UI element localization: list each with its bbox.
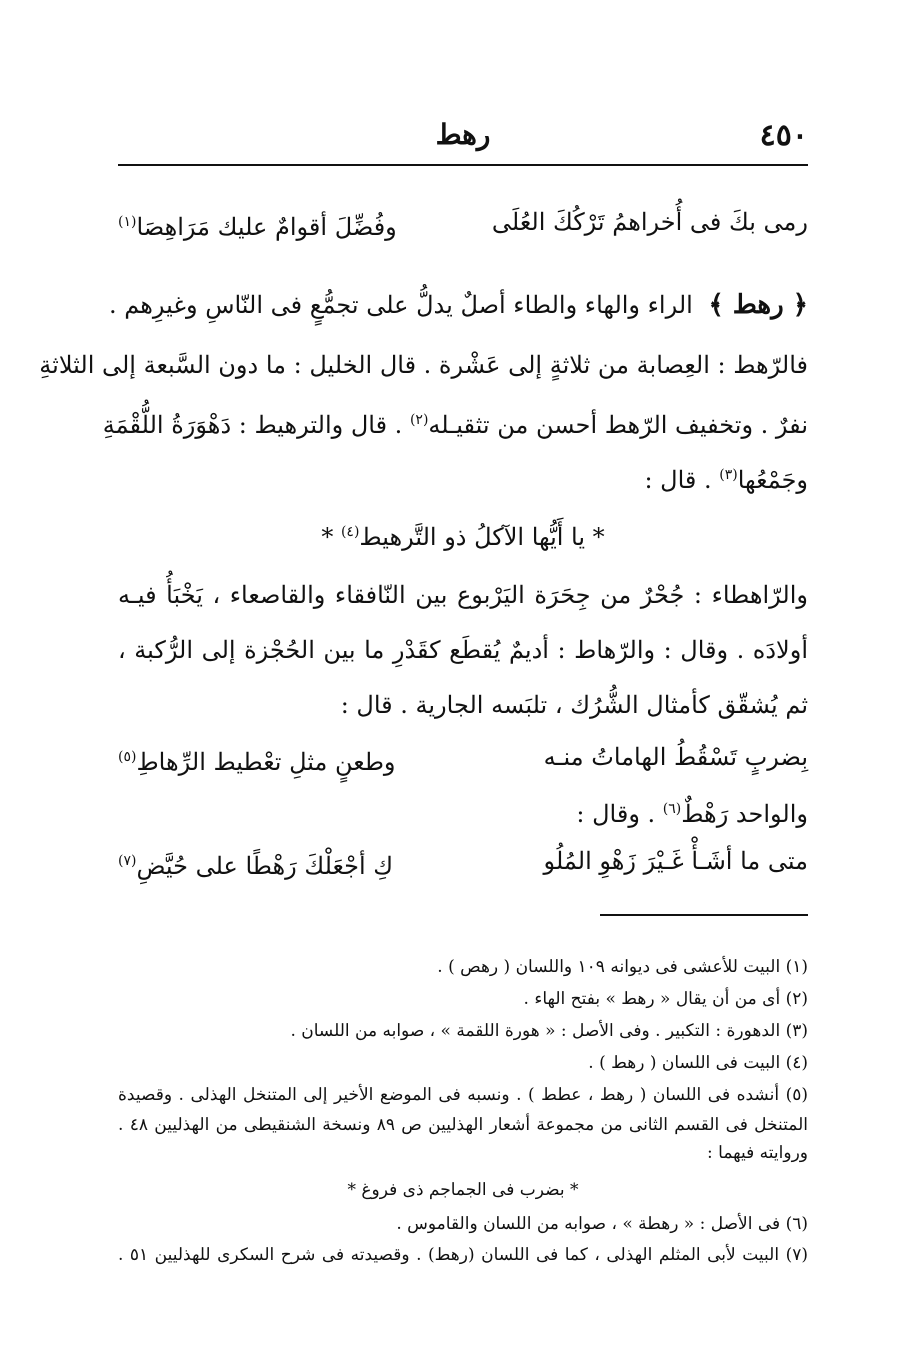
body-line-2-part-b: . قال والترهيط : دَهْوَرَةُ اللُّقْمَةِ	[102, 411, 410, 439]
entry-heading-line	[109, 288, 808, 322]
footnote-ref-1: (١)	[118, 214, 137, 230]
verse-2-right-text: بِضربٍ تَسْقُطُ الهاماتُ منـه	[543, 743, 808, 771]
body-line-3-part-a: وجَمْعُها	[737, 466, 808, 494]
entry-intro: الراء والهاء والطاء أصلٌ يدلُّ على تجمُّعٍ فى النّاسِ وغيرِهم .	[109, 291, 693, 319]
footnote-2: (٢) أى من أن يقال « رهط » بفتح الهاء .	[523, 989, 808, 1009]
body2-line-1	[576, 792, 808, 831]
footnote-6: (٦) فى الأصل : « رهطة » ، صوابه من اللسان والقاموس .	[396, 1214, 808, 1234]
verse-3-left-hemistich	[118, 844, 393, 883]
quoted-verse-text: * يا أَيُّها الآكلُ ذو التَّرهيط	[359, 523, 605, 551]
body-line-3	[644, 458, 808, 497]
footnote-1: (١) البيت للأعشى فى ديوانه ١٠٩ واللسان ( رهص ) .	[437, 957, 808, 977]
verse-3-left-text: كِ أجْعَلْكَ رَهْطًا على حُيَّضِ	[136, 852, 394, 880]
footnote-ref-2: (٢)	[409, 412, 429, 428]
verse-3-right-hemistich	[544, 844, 808, 878]
body-line-4: والرّاهطاء : جُحْرٌ من جِحَرَة اليَرْبوع بين النّافقاء والقاصعاء ، يَخْبَأُ فيـه	[118, 581, 808, 609]
verse-2-right-hemistich	[544, 740, 808, 774]
footnote-rule	[600, 914, 808, 916]
footnote-5-line-3: وروايته فيهما :	[707, 1143, 808, 1163]
body-line-5: أولادَه . وقال : والرّهاط : أديمٌ يُقطَع كقَدْرِ ما بين الحُجْزة إلى الرُّكبة ،	[118, 636, 808, 664]
page-header	[118, 118, 808, 164]
page-number: ٤٥٠	[759, 118, 808, 153]
footnote-ref-4: (٤)	[340, 524, 360, 540]
footnote-5-verse: * بضرب فى الجماجم ذى فروغ *	[347, 1180, 579, 1200]
body-line-3-part-b: . قال :	[644, 466, 720, 494]
footnote-3: (٣) الدهورة : التكبير . وفى الأصل : « هورة اللقمة » ، صوابه من اللسان .	[290, 1021, 808, 1041]
footnote-4: (٤) البيت فى اللسان ( رهط ) .	[588, 1053, 808, 1073]
footnote-7: (٧) البيت لأبى المثلم الهذلى ، كما فى اللسان (رهط) . وقصيدته فى شرح السكرى للهذليين ٥١ .	[118, 1245, 808, 1265]
body2-line-1-part-b: . وقال :	[576, 800, 663, 828]
footnote-ref-6: (٦)	[662, 801, 682, 817]
header-rule	[118, 164, 808, 166]
footnote-5-line-2: المتنخل فى القسم الثانى من مجموعة أشعار الهذليين ص ٨٩ ونسخة الشنقيطى من الهذليين ٤٨ .	[118, 1115, 808, 1135]
body-line-6: ثم يُشقّق كأمثال الشُّرُك ، تلبَسه الجارية . قال :	[340, 691, 808, 719]
body-line-2-part-a: نفرٌ . وتخفيف الرّهط أحسن من تثقيـله	[428, 411, 808, 439]
verse-3-right-text: متى ما أشَـأْ غَـيْرَ زَهْوِ المُلُو	[543, 847, 808, 875]
verse-1-right-hemistich	[492, 205, 808, 239]
footnote-ref-7: (٧)	[118, 853, 137, 869]
verse-1-left-hemistich	[118, 205, 397, 244]
entry-headword: ﴿ رهط ﴾	[708, 290, 808, 320]
running-head: رهط	[435, 118, 491, 151]
verse-1-right-text: رمى بكَ فى أُخراهمُ تَرْكُكَ العُلَى	[491, 208, 808, 236]
footnote-ref-5: (٥)	[118, 749, 137, 765]
body-line-1: فالرّهط : العِصابة من ثلاثةٍ إلى عَشْرة . قال الخليل : ما دون السَّبعة إلى الثلاثةِ	[39, 351, 808, 379]
quoted-verse-end: *	[321, 523, 341, 551]
body2-line-1-part-a: والواحد رَهْطٌ	[681, 800, 808, 828]
footnote-5-line-1: (٥) أنشده فى اللسان ( رهط ، عطط ) . ونسبه فى الموضع الأخير إلى المتنخل الهذلى . وقصيدة	[118, 1085, 808, 1105]
verse-2-left-hemistich	[118, 740, 396, 779]
verse-1-left-text: وفُضِّلَ أقوامٌ عليك مَرَاهِصَا	[136, 213, 397, 241]
body-line-2	[102, 403, 808, 442]
footnote-ref-3: (٣)	[719, 467, 738, 483]
verse-2-left-text: وطعنٍ مثلِ تعْطيط الرِّهاطِ	[136, 748, 396, 776]
quoted-verse	[118, 515, 808, 554]
